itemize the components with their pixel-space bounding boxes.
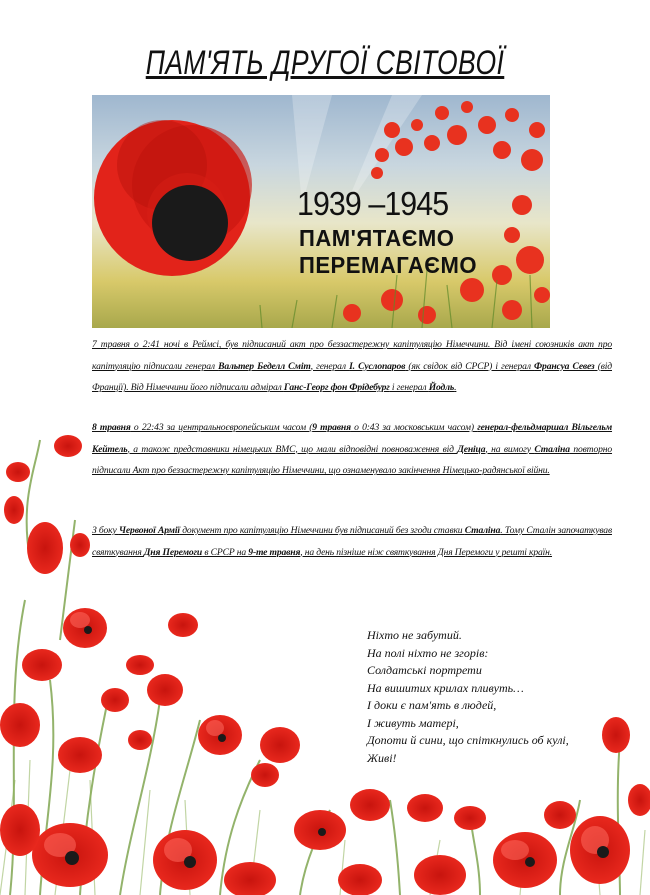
poem-line: На полі ніхто не згорів: [367,645,489,660]
text-run: З боку [92,525,119,536]
banner-slogan-remember: ПАМ'ЯТАЄМО [299,225,455,251]
bold-text-run: генерал-фельдмаршал Вільгельм Кейтель [92,422,613,455]
bold-text-run: Сталіна [464,525,501,536]
poem-line: І доки є пам'ять в людей, [367,698,497,712]
banner-slogan-win: ПЕРЕМАГАЄМО [299,252,478,278]
text-run: , генерал [310,360,350,372]
text-run: і генерал [389,382,429,393]
banner-years: 1939 –1945 [297,185,449,222]
poem-stanza-1 [367,627,627,697]
text-run: , а також представники німецьких ВМС, що мали відповідні повноваження від [127,443,458,455]
bold-text-run: Сталіна [534,443,570,455]
text-run: (від Франції). Від Німеччини його підписали адмірал [92,360,612,393]
paragraph-may-8-capitulation [92,417,612,482]
bold-text-run: 9-те травня [248,546,301,558]
bold-text-run: 8 травня [92,422,131,433]
text-run: 7 травня о 2:41 ночі в Реймсі, був підписаний акт про беззастережну капітуляцію Німеччини. Від імені союзників акт про капітуляцію підписали генерал [92,339,612,372]
poem-stanza-2 [367,697,627,767]
poem-line: На вишитих крилах пливуть… [367,680,524,695]
text-run: повторно підписали Акт про беззастережну капітуляцію Німеччини, що ознаменувало закінчення Німецько-радянської війни. [92,443,613,476]
bold-text-run: Червоної Армії [118,525,180,536]
paragraph-victory-day [92,520,612,563]
text-run: документ про капітуляцію Німеччини був підписаний без згоди ставки [179,525,465,536]
bold-text-run: Деніца [457,443,486,455]
bold-text-run: Вальтер Беделл Сміт [218,360,311,372]
text-run: . [454,382,457,393]
bold-text-run: Франсуа Севез [534,360,595,372]
poem-line: І живуть матері, [367,715,459,730]
bold-text-run: 9 травня [312,422,351,433]
bold-text-run: І. Суслопаров [349,360,406,372]
bold-text-run: Йодль [428,382,455,393]
poem-line: Допоти й сини, що спіткнулись об кулі, [367,733,569,747]
text-run: (як свідок від СРСР) і генерал [405,360,535,372]
page-title: ПАМ'ЯТЬ ДРУГОЇ СВІТОВОЇ [145,44,505,82]
bold-text-run: Ганс-Георг фон Фрідебург [283,382,390,393]
text-run: в СРСР на [202,546,249,558]
text-run: о 0:43 за московським часом) [350,422,478,433]
poem-line: Солдатські портрети [367,663,482,677]
banner-image [92,95,550,328]
bold-text-run: Дня Перемоги [143,546,203,558]
text-run: , на день пізніше ніж святкування Дня Перемоги у решті країн. [300,546,553,558]
poem-line: Ніхто не забутий. [367,628,462,642]
poem-line: Живі! [367,750,397,765]
poppy-emblem-icon [94,120,252,276]
text-run: , на вимогу [485,443,535,455]
text-run: о 22:43 за центральноєвропейським часом ( [130,422,313,433]
text-run: . Тому Сталін започаткував святкування [92,525,612,558]
paragraph-reims-capitulation [92,334,612,399]
